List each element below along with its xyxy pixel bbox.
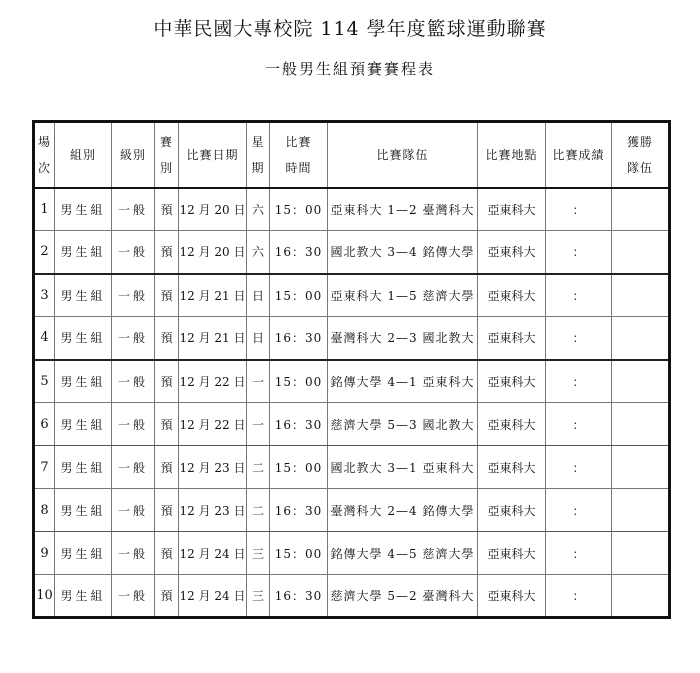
cell-score[interactable]: ： (546, 446, 612, 489)
header-venue: 比賽地點 (478, 122, 546, 188)
cell-weekday: 三 (247, 575, 270, 618)
cell-teams: 亞東科大 1—5 慈濟大學 (328, 274, 478, 317)
cell-score[interactable]: ： (546, 274, 612, 317)
cell-match-no: 5 (34, 360, 55, 403)
cell-score[interactable]: ： (546, 575, 612, 618)
cell-round: 預 (155, 274, 179, 317)
cell-level: 一般 (112, 403, 155, 446)
cell-venue: 亞東科大 (478, 317, 546, 360)
cell-winner[interactable] (612, 446, 670, 489)
cell-match-no: 6 (34, 403, 55, 446)
cell-score[interactable]: ： (546, 403, 612, 446)
cell-round: 預 (155, 489, 179, 532)
cell-group: 男生組 (55, 489, 112, 532)
cell-level: 一般 (112, 446, 155, 489)
cell-winner[interactable] (612, 231, 670, 274)
cell-venue: 亞東科大 (478, 188, 546, 231)
cell-match-no: 3 (34, 274, 55, 317)
table-header (34, 122, 670, 188)
cell-group: 男生組 (55, 274, 112, 317)
cell-winner[interactable] (612, 274, 670, 317)
cell-date: 12 月 22 日 (179, 360, 247, 403)
header-group: 組別 (55, 122, 112, 188)
header-winner: 獲勝 隊伍 (612, 122, 670, 188)
header-date: 比賽日期 (179, 122, 247, 188)
cell-score[interactable]: ： (546, 188, 612, 231)
cell-time: 16：30 (270, 317, 328, 360)
table-row (34, 317, 670, 360)
cell-venue: 亞東科大 (478, 446, 546, 489)
header-teams: 比賽隊伍 (328, 122, 478, 188)
cell-teams: 慈濟大學 5—2 臺灣科大 (328, 575, 478, 618)
table-body (34, 188, 670, 618)
cell-time: 16：30 (270, 403, 328, 446)
cell-teams: 銘傳大學 4—5 慈濟大學 (328, 532, 478, 575)
cell-weekday: 日 (247, 274, 270, 317)
table-row (34, 575, 670, 618)
cell-round: 預 (155, 575, 179, 618)
cell-teams: 國北教大 3—1 亞東科大 (328, 446, 478, 489)
cell-teams: 臺灣科大 2—4 銘傳大學 (328, 489, 478, 532)
cell-time: 15：00 (270, 274, 328, 317)
cell-group: 男生組 (55, 317, 112, 360)
cell-venue: 亞東科大 (478, 360, 546, 403)
cell-winner[interactable] (612, 575, 670, 618)
cell-score[interactable]: ： (546, 360, 612, 403)
cell-time: 16：30 (270, 489, 328, 532)
cell-date: 12 月 23 日 (179, 489, 247, 532)
cell-teams: 國北教大 3—4 銘傳大學 (328, 231, 478, 274)
table-row (34, 188, 670, 231)
cell-winner[interactable] (612, 360, 670, 403)
cell-match-no: 10 (34, 575, 55, 618)
cell-level: 一般 (112, 489, 155, 532)
cell-weekday: 日 (247, 317, 270, 360)
cell-level: 一般 (112, 231, 155, 274)
cell-winner[interactable] (612, 188, 670, 231)
header-time: 比賽 時間 (270, 122, 328, 188)
cell-match-no: 1 (34, 188, 55, 231)
cell-date: 12 月 21 日 (179, 317, 247, 360)
cell-venue: 亞東科大 (478, 403, 546, 446)
cell-date: 12 月 24 日 (179, 575, 247, 618)
table-row (34, 360, 670, 403)
cell-weekday: 六 (247, 188, 270, 231)
cell-group: 男生組 (55, 446, 112, 489)
cell-round: 預 (155, 188, 179, 231)
cell-teams: 亞東科大 1—2 臺灣科大 (328, 188, 478, 231)
document-subtitle: 一般男生組預賽賽程表 (264, 60, 435, 78)
table-row (34, 403, 670, 446)
schedule-table (32, 120, 671, 619)
cell-group: 男生組 (55, 403, 112, 446)
cell-venue: 亞東科大 (478, 489, 546, 532)
cell-score[interactable]: ： (546, 317, 612, 360)
table-row (34, 532, 670, 575)
cell-date: 12 月 21 日 (179, 274, 247, 317)
cell-winner[interactable] (612, 317, 670, 360)
cell-round: 預 (155, 403, 179, 446)
cell-winner[interactable] (612, 489, 670, 532)
cell-level: 一般 (112, 317, 155, 360)
cell-date: 12 月 20 日 (179, 188, 247, 231)
table-row (34, 274, 670, 317)
cell-weekday: 二 (247, 446, 270, 489)
cell-match-no: 2 (34, 231, 55, 274)
cell-weekday: 一 (247, 403, 270, 446)
cell-match-no: 8 (34, 489, 55, 532)
cell-round: 預 (155, 532, 179, 575)
cell-match-no: 4 (34, 317, 55, 360)
cell-weekday: 二 (247, 489, 270, 532)
cell-date: 12 月 20 日 (179, 231, 247, 274)
cell-winner[interactable] (612, 403, 670, 446)
cell-date: 12 月 22 日 (179, 403, 247, 446)
cell-level: 一般 (112, 532, 155, 575)
cell-round: 預 (155, 360, 179, 403)
cell-level: 一般 (112, 360, 155, 403)
cell-match-no: 7 (34, 446, 55, 489)
cell-teams: 慈濟大學 5—3 國北教大 (328, 403, 478, 446)
cell-venue: 亞東科大 (478, 575, 546, 618)
cell-group: 男生組 (55, 188, 112, 231)
table-row (34, 489, 670, 532)
cell-group: 男生組 (55, 360, 112, 403)
cell-date: 12 月 23 日 (179, 446, 247, 489)
cell-time: 15：00 (270, 532, 328, 575)
header-round: 賽 別 (155, 122, 179, 188)
cell-venue: 亞東科大 (478, 274, 546, 317)
cell-time: 15：00 (270, 188, 328, 231)
cell-score[interactable]: ： (546, 532, 612, 575)
cell-group: 男生組 (55, 231, 112, 274)
cell-round: 預 (155, 317, 179, 360)
cell-weekday: 一 (247, 360, 270, 403)
cell-score[interactable]: ： (546, 489, 612, 532)
cell-time: 15：00 (270, 360, 328, 403)
header-weekday: 星 期 (247, 122, 270, 188)
header-level: 級別 (112, 122, 155, 188)
cell-time: 15：00 (270, 446, 328, 489)
cell-round: 預 (155, 446, 179, 489)
cell-level: 一般 (112, 188, 155, 231)
cell-winner[interactable] (612, 532, 670, 575)
cell-teams: 臺灣科大 2—3 國北教大 (328, 317, 478, 360)
cell-venue: 亞東科大 (478, 231, 546, 274)
cell-round: 預 (155, 231, 179, 274)
cell-score[interactable]: ： (546, 231, 612, 274)
document-title: 中華民國大專校院 114 學年度籃球運動聯賽 (153, 18, 547, 40)
cell-group: 男生組 (55, 575, 112, 618)
header-match-no: 場 次 (34, 122, 55, 188)
cell-weekday: 六 (247, 231, 270, 274)
cell-level: 一般 (112, 274, 155, 317)
cell-level: 一般 (112, 575, 155, 618)
cell-weekday: 三 (247, 532, 270, 575)
table-row (34, 231, 670, 274)
cell-time: 16：30 (270, 575, 328, 618)
cell-group: 男生組 (55, 532, 112, 575)
cell-venue: 亞東科大 (478, 532, 546, 575)
cell-date: 12 月 24 日 (179, 532, 247, 575)
table-row (34, 446, 670, 489)
cell-match-no: 9 (34, 532, 55, 575)
cell-teams: 銘傳大學 4—1 亞東科大 (328, 360, 478, 403)
cell-time: 16：30 (270, 231, 328, 274)
header-score: 比賽成績 (546, 122, 612, 188)
